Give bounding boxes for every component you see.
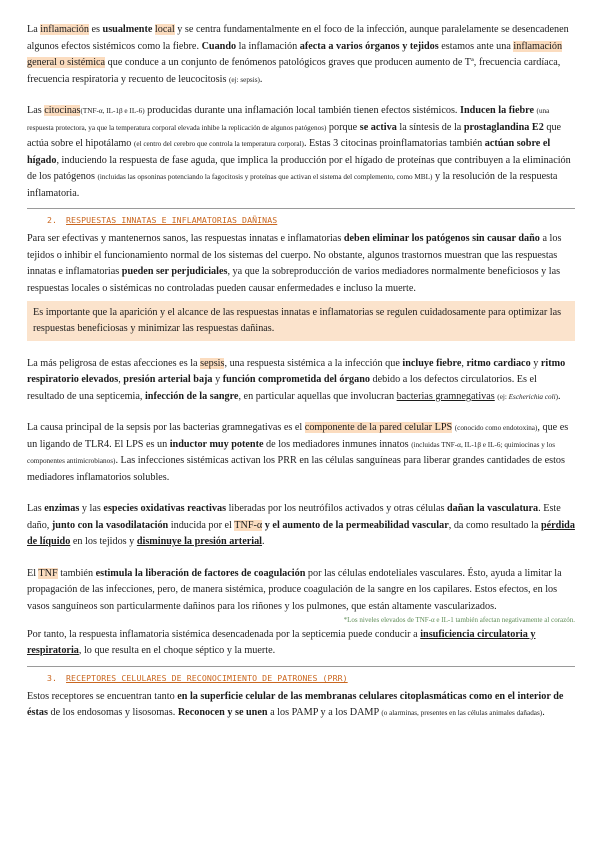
highlight-local: local xyxy=(154,24,175,35)
note-close: ) xyxy=(555,392,558,401)
text: , en particular aquellas que involucran xyxy=(238,390,397,402)
underline-presion-arterial: disminuye la presión arterial xyxy=(136,536,263,548)
text: y las xyxy=(79,503,104,515)
bold-se-activa: se activa xyxy=(359,121,397,133)
text: de los endosomas y lisosomas. xyxy=(47,707,178,719)
text: la síntesis de la xyxy=(396,121,464,133)
bold-infeccion-sangre: infección de la sangre xyxy=(144,390,239,402)
bold-inducen-fiebre: Inducen la fiebre xyxy=(460,105,534,117)
underline-insuficiencia: insuficiencia circulatoria y respiratoria xyxy=(27,628,536,657)
section-number: 3. xyxy=(47,672,58,683)
bold-prostaglandina: prostaglandina E2 xyxy=(463,121,544,133)
bold-eliminar-patogenos: deben eliminar los patógenos sin causar daño xyxy=(343,233,540,245)
note-hipotalamo: (el centro del cerebro que controla la temperatura corporal) xyxy=(133,140,304,149)
text: Las xyxy=(27,503,45,515)
text: inducida por el xyxy=(168,519,235,531)
section-heading-3 xyxy=(47,672,575,685)
paragraph-lps xyxy=(27,420,575,486)
text: también xyxy=(57,567,96,579)
text: y se centra fundamentalmente en el foco de la infección, aunque paralelamente se desencadenen algunos efectos sistémicos como la fiebre. xyxy=(27,24,569,52)
bold-vasodilatacion: junto con la vasodilatación xyxy=(51,519,169,531)
text: , lo que resulta en el choque séptico y la muerte. xyxy=(78,645,276,657)
bold-reconocen: Reconocen y se unen xyxy=(177,707,268,719)
text: que actúa sobre el hipotálamo xyxy=(27,121,562,150)
text: a los tejidos o inhibir el funcionamiento normal de los sistemas del cuerpo. No obstante, algunos trastornos muestran que las respuestas innatas e inflamatorias xyxy=(27,233,562,278)
text: es xyxy=(88,24,103,35)
text: , induciendo la respuesta de fase aguda, que implica la producción por el hígado de proteínas que contribuyen a la eliminación de los patógenos xyxy=(27,154,571,183)
bold-danan-vasculatura: dañan la vasculatura xyxy=(446,503,539,515)
highlight-box xyxy=(27,301,575,341)
text: debido a los defectos circulatorios. Es el resultado de una septicemia, xyxy=(27,374,537,402)
text: . xyxy=(557,390,561,402)
text: La xyxy=(27,24,41,35)
note-sepsis: (ej: sepsis) xyxy=(228,75,260,84)
text: . Estas 3 citocinas proinflamatorias también xyxy=(303,138,485,150)
section-title: RESPUESTAS INNATAS E INFLAMATORIAS DAÑINAS xyxy=(66,215,278,226)
bold-especies-oxidativas: especies oxidativas reactivas xyxy=(103,503,227,515)
bold-usualmente: usualmente xyxy=(102,24,153,35)
underline-perdida-liquido: pérdida de líquido xyxy=(27,519,575,548)
highlight-inflamacion: inflamación xyxy=(40,24,89,35)
highlight-citocinas: citocinas xyxy=(44,105,81,117)
note-ecoli: Escherichia coli xyxy=(508,392,556,401)
paragraph-tnf-coagulacion xyxy=(27,566,575,616)
document-page xyxy=(27,22,575,722)
divider xyxy=(27,208,575,209)
bold-fiebre: incluye fiebre xyxy=(402,357,462,369)
highlight-tnf-alpha: TNF-α xyxy=(234,519,263,531)
text: y xyxy=(212,374,223,386)
bold-enzimas: enzimas xyxy=(44,503,80,515)
text: por las células endoteliales vasculares. Ésto, ayuda a limitar la propagación de las infecciones, pero, de manera sistémica, produce coagulación de la sangre en los capilares. Estos efectos, en los vasos sanguíneos son particularmente dañinos para los riñones y los pulmones, que están altamente vascularizados. xyxy=(27,567,562,612)
text: . xyxy=(262,536,265,548)
highlight-box-text: Es importante que la aparición y el alcance de las respuestas innatas e inflamatorias se regulen cuidadosamente para optimizar las respuestas beneficiosas y minimizar las respuestas dañinas. xyxy=(33,306,562,335)
text: estamos ante una xyxy=(438,40,514,52)
text: porque xyxy=(326,121,360,133)
text: , una respuesta sistémica a la infección que xyxy=(224,357,403,369)
bold-cuando: Cuando xyxy=(201,40,237,52)
paragraph-harmful-responses xyxy=(27,231,575,297)
paragraph-prr xyxy=(27,689,575,722)
text: Por tanto, la respuesta inflamatoria sistémica desencadenada por la septicemia puede conducir a xyxy=(27,628,421,640)
text: producidas durante una inflamación local también tienen efectos sistémicos. xyxy=(144,105,461,117)
note-fever: (una respuesta protectora, ya que la temperatura corporal elevada inhibe la replicación de algunos patógenos) xyxy=(27,107,550,132)
text: en los tejidos y xyxy=(70,536,137,548)
text: la inflamación xyxy=(236,40,300,52)
text: , que es un ligando de TLR4. El LPS es un xyxy=(27,422,569,450)
highlight-tnf: TNF xyxy=(38,567,58,579)
note-cytokines: (TNF-α, IL-1β e IL-6) xyxy=(80,107,145,116)
highlight-inflamacion-sistemica: inflamación general o sistémica xyxy=(27,40,563,69)
text: , xyxy=(118,374,124,386)
bold-ritmo-cardiaco: ritmo cardiaco xyxy=(466,357,531,369)
paragraph-inflammation-intro xyxy=(27,22,575,88)
paragraph-conclusion xyxy=(27,627,575,660)
footnote-green: *Los niveles elevados de TNF-α e IL-1 también afectan negativamente al corazón. xyxy=(343,616,575,625)
bold-presion-baja: presión arterial baja xyxy=(123,374,213,386)
section-number: 2. xyxy=(47,215,58,226)
paragraph-citocinas xyxy=(27,103,575,202)
text: . xyxy=(259,73,263,85)
highlight-lps: componente de la pared celular LPS xyxy=(304,422,453,434)
bold-inductor: inductor muy potente xyxy=(169,438,264,450)
text: La más peligrosa de estas afecciones es la xyxy=(27,357,201,369)
text: , da como resultado la xyxy=(448,519,541,531)
text: de los mediadores inmunes innatos xyxy=(263,438,412,450)
text: , xyxy=(461,357,467,369)
text: El xyxy=(27,567,39,579)
section-heading-2 xyxy=(47,214,575,227)
text: Estos receptores se encuentran tanto xyxy=(27,690,178,702)
paragraph-vasculatura xyxy=(27,501,575,551)
note-alarminas: (o alarminas, presentes en las células animales dañadas) xyxy=(381,709,543,718)
text: Para ser efectivas y mantenernos sanos, las respuestas innatas e inflamatorias xyxy=(27,233,344,245)
text: que conduce a un conjunto de fenómenos patológicos graves que producen aumento de Tª, frecuencia cardíaca, frecuencia respiratoria y recuento de leucocitosis xyxy=(27,57,561,85)
text: . Este daño, xyxy=(27,503,561,531)
divider xyxy=(27,666,575,667)
paragraph-sepsis xyxy=(27,356,575,406)
text: La causa principal de la sepsis por las bacterias gramnegativas es el xyxy=(27,422,305,434)
text: y la resolución de la respuesta inflamatoria. xyxy=(27,171,558,199)
bold-ritmo-respiratorio: ritmo respiratorio elevados xyxy=(27,357,566,386)
text: Las xyxy=(27,105,45,117)
bold-permeabilidad: y el aumento de la permeabilidad vascular xyxy=(264,519,449,531)
bold-perjudiciales: pueden ser perjudiciales xyxy=(121,266,228,278)
bold-superficie-celular: en la superficie celular de las membranas celulares citoplasmáticas como en el interior de éstas xyxy=(27,690,564,719)
text: y xyxy=(530,357,541,369)
section-title: RECEPTORES CELULARES DE RECONOCIMIENTO DE PATRONES (PRR) xyxy=(66,672,348,683)
text: liberadas por los neutrófilos activados y otras células xyxy=(226,503,447,515)
text: . xyxy=(542,707,545,719)
underline-gramnegativas: bacterias gramnegativas xyxy=(396,390,495,402)
text: , ya que la sobreproducción de varios mediadores normalmente beneficiosos y las respuestas locales o sistémicas no controladas pueden causar enfermedades e incluso la muerte. xyxy=(27,266,561,294)
bold-coagulacion: estimula la liberación de factores de coagulación xyxy=(95,567,306,579)
bold-funcion-organo: función comprometida del órgano xyxy=(222,374,370,386)
highlight-sepsis: sepsis xyxy=(200,357,225,369)
note-mediadores: (incluidas TNF-α, IL-1β e IL-6; quimiocinas y los componentes antimicrobianos) xyxy=(27,440,556,466)
bold-higado: actúan sobre el hígado xyxy=(27,138,551,166)
note-ej: (ej: xyxy=(497,392,509,401)
note-opsoninas: (incluidas las opsoninas potenciando la fagocitosis y proteínas que activan el sistema del complemento, como MBL) xyxy=(97,173,433,182)
bold-varios-organos: afecta a varios órganos y tejidos xyxy=(299,40,439,52)
text: a los PAMP y a los DAMP xyxy=(267,707,382,719)
note-endotoxina: (conocido como endotoxina) xyxy=(454,424,538,433)
text: . Las infecciones sistémicas activan los PRR en las células sanguíneas para liberar grandes cantidades de estos mediadores inflamatorios solubles. xyxy=(27,455,565,483)
